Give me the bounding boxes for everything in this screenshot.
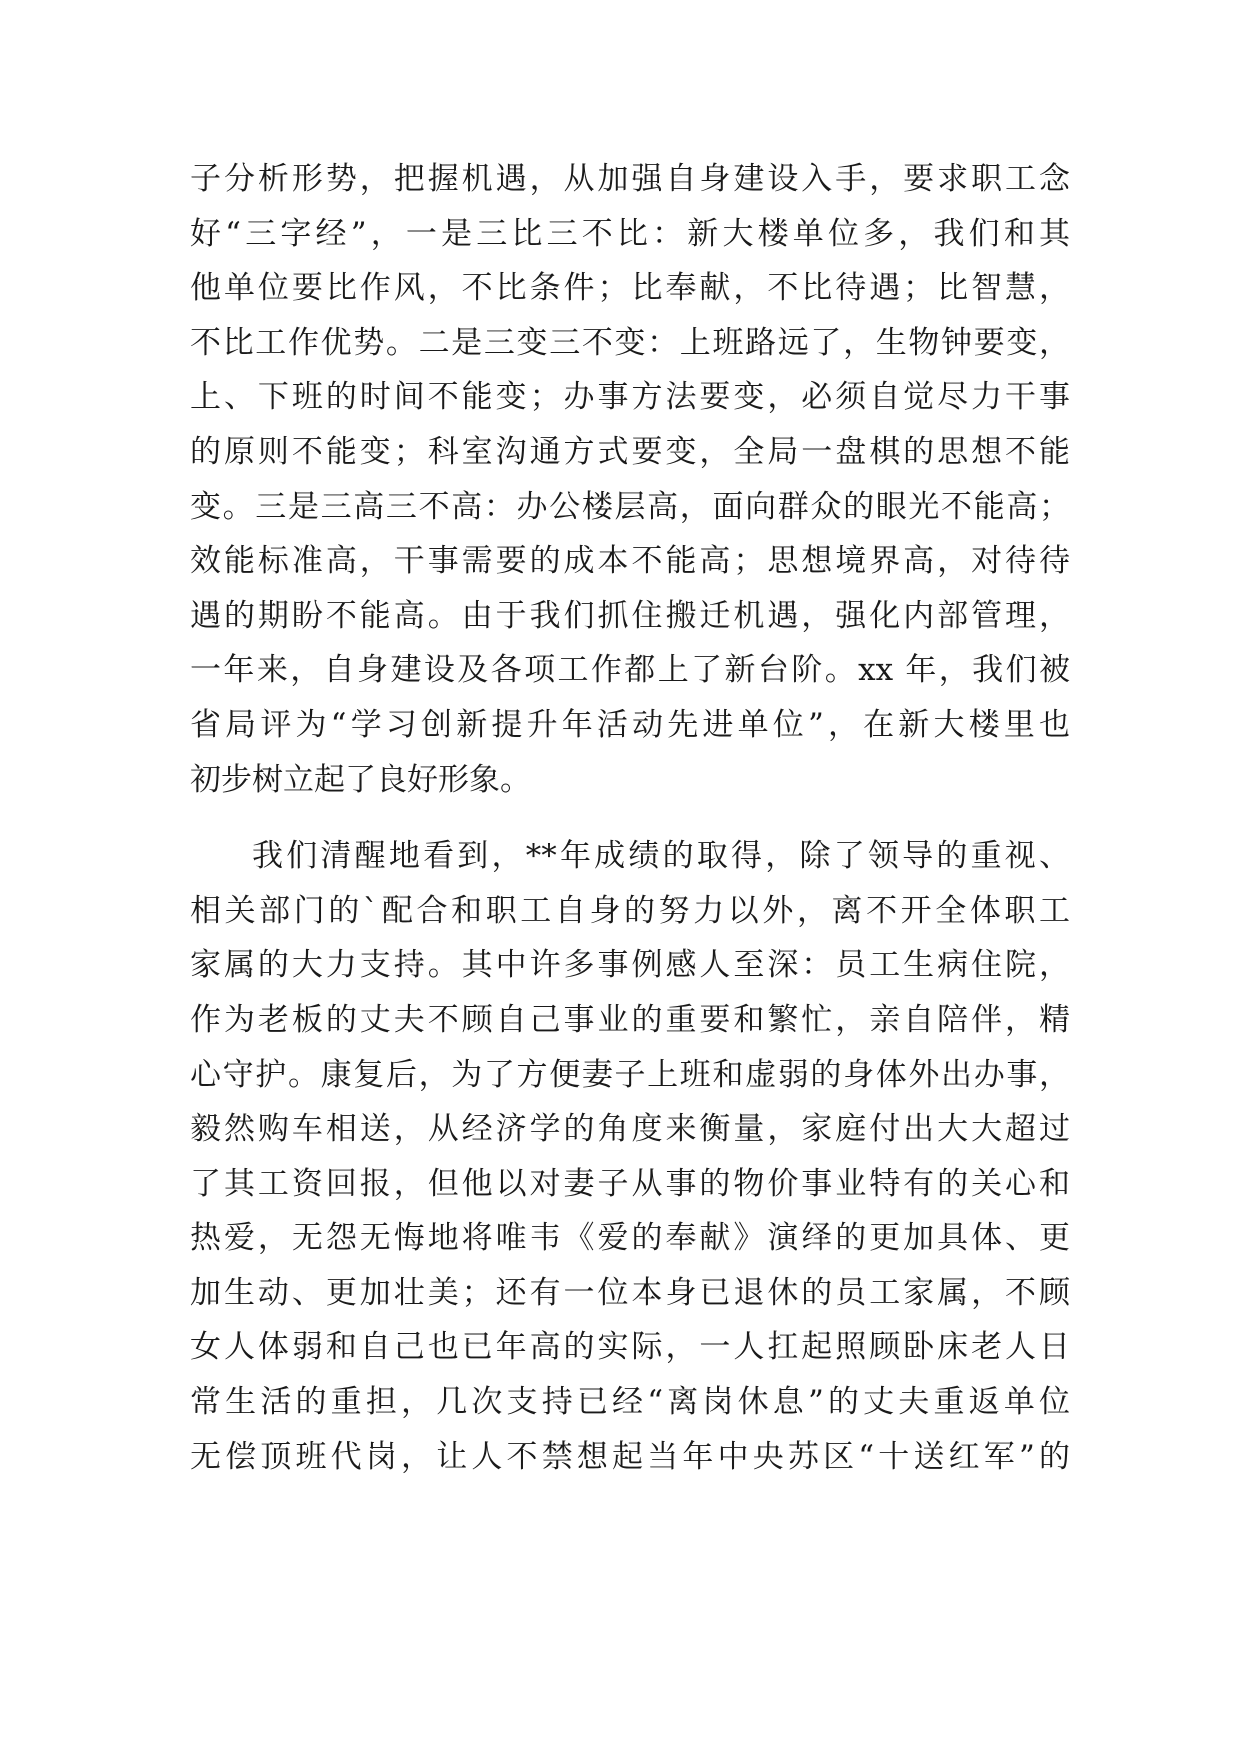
paragraph-spacing	[190, 807, 1070, 829]
text-line: 好“三字经”，一是三比三不比：新大楼单位多，我们和其	[190, 215, 1070, 252]
text-line: 变。三是三高三不高：办公楼层高，面向群众的眼光不能高；	[190, 488, 1070, 525]
text-line: 上、下班的时间不能变；办事方法要变，必须自觉尽力干事	[190, 379, 1070, 416]
text-line: 常生活的重担，几次支持已经“离岗休息”的丈夫重返单位	[190, 1384, 1070, 1421]
text-line: 热爱，无怨无悔地将唯韦《爱的奉献》演绎的更加具体、更	[190, 1220, 1070, 1257]
text-line: 一年来，自身建设及各项工作都上了新台阶。xx 年，我们被	[190, 652, 1070, 689]
text-line: 的原则不能变；科室沟通方式要变，全局一盘棋的思想不能	[190, 433, 1070, 470]
text-line: 加生动、更加壮美；还有一位本身已退休的员工家属，不顾	[190, 1274, 1070, 1311]
text-line: 了其工资回报，但他以对妻子从事的物价事业特有的关心和	[190, 1165, 1070, 1202]
text-line: 省局评为“学习创新提升年活动先进单位”，在新大楼里也	[190, 706, 1070, 743]
text-line: 子分析形势，把握机遇，从加强自身建设入手，要求职工念	[190, 161, 1070, 197]
text-line: 毅然购车相送，从经济学的角度来衡量，家庭付出大大超过	[190, 1111, 1070, 1148]
paragraph	[190, 152, 1070, 807]
text-line: 初步树立起了良好形象。	[190, 761, 531, 798]
text-line: 家属的大力支持。其中许多事例感人至深：员工生病住院，	[190, 947, 1070, 984]
text-line: 效能标准高，干事需要的成本不能高；思想境界高，对待待	[190, 543, 1070, 580]
text-line: 作为老板的丈夫不顾自己事业的重要和繁忙，亲自陪伴，精	[190, 1001, 1070, 1038]
text-line: 女人体弱和自己也已年高的实际，一人扛起照顾卧床老人日	[190, 1329, 1070, 1366]
text-line: 不比工作优势。二是三变三不变：上班路远了，生物钟要变，	[190, 324, 1070, 361]
text-line: 我们清醒地看到，**年成绩的取得，除了领导的重视、	[252, 838, 1070, 875]
text-line: 他单位要比作风，不比条件；比奉献，不比待遇；比智慧，	[190, 270, 1070, 307]
document-body	[190, 152, 1070, 1484]
text-line: 无偿顶班代岗，让人不禁想起当年中央苏区“十送红军”的	[190, 1438, 1070, 1475]
paragraph	[190, 829, 1070, 1484]
text-line: 遇的期盼不能高。由于我们抓住搬迁机遇，强化内部管理，	[190, 597, 1070, 634]
text-line: 心守护。康复后，为了方便妻子上班和虚弱的身体外出办事，	[190, 1056, 1070, 1093]
text-line: 相关部门的`配合和职工自身的努力以外，离不开全体职工	[190, 892, 1070, 929]
